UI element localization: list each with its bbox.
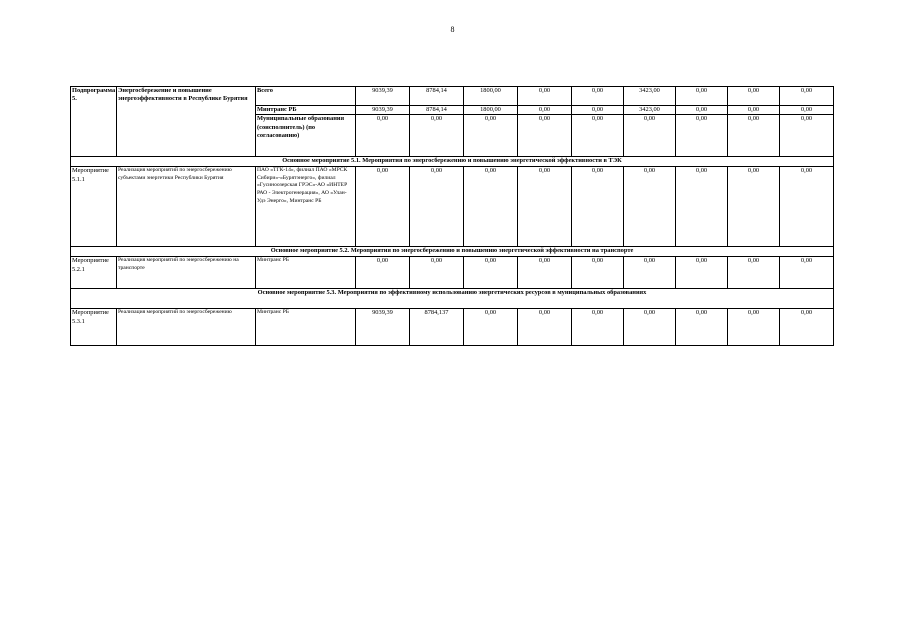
value-cell: 8784,14 bbox=[410, 87, 464, 106]
section-header: Основное мероприятие 5.1. Мероприятия по энергосбережению и повышению энергетической эффективности в ТЭК bbox=[71, 157, 834, 167]
section-header-row bbox=[71, 247, 834, 257]
subprogram-code: Подпрограмма 5. bbox=[71, 87, 117, 157]
value-cell: 0,00 bbox=[464, 167, 518, 247]
page-number: 8 bbox=[450, 25, 455, 34]
section-header-row bbox=[71, 157, 834, 167]
table-row-measure bbox=[71, 167, 834, 247]
value-cell: 0,00 bbox=[518, 115, 572, 157]
measure-title: Реализация мероприятий по энергосбережению субъектами энергетики Республики Бурятия bbox=[117, 167, 256, 247]
value-cell: 0,00 bbox=[572, 87, 624, 106]
value-cell: 0,00 bbox=[780, 309, 834, 346]
value-cell: 0,00 bbox=[464, 309, 518, 346]
value-cell: 1800,00 bbox=[464, 106, 518, 115]
value-cell: 9039,39 bbox=[356, 87, 410, 106]
value-cell: 0,00 bbox=[356, 115, 410, 157]
subprogram-title: Энергосбережение и повышение энергоэффективности в Республике Бурятия bbox=[117, 87, 256, 157]
value-cell: 0,00 bbox=[676, 257, 728, 289]
value-cell: 0,00 bbox=[780, 106, 834, 115]
value-cell: 0,00 bbox=[676, 106, 728, 115]
section-header: Основное мероприятие 5.2. Мероприятия по энергосбережению и повышению энергетической эффективности на транспорте bbox=[71, 247, 834, 257]
value-cell: 0,00 bbox=[676, 87, 728, 106]
value-cell: 3423,00 bbox=[624, 87, 676, 106]
value-cell: 0,00 bbox=[728, 115, 780, 157]
value-cell: 0,00 bbox=[572, 167, 624, 247]
row-label-municipal: Муниципальные образования (соисполнитель) (по согласованию) bbox=[256, 115, 356, 157]
value-cell: 0,00 bbox=[780, 167, 834, 247]
row-label-mintrans: Минтранс РБ bbox=[256, 106, 356, 115]
value-cell: 0,00 bbox=[676, 115, 728, 157]
measure-executor: Минтранс РБ bbox=[256, 309, 356, 346]
section-header-row bbox=[71, 289, 834, 309]
table-row-measure bbox=[71, 257, 834, 289]
measure-title: Реализация мероприятий по энергосбережению bbox=[117, 309, 256, 346]
value-cell: 0,00 bbox=[572, 115, 624, 157]
row-label-total: Всего bbox=[256, 87, 356, 106]
value-cell: 0,00 bbox=[518, 106, 572, 115]
value-cell: 0,00 bbox=[464, 257, 518, 289]
section-header: Основное мероприятие 5.3. Мероприятия по эффективному использованию энергетических ресурсов в муниципальных образованиях bbox=[71, 289, 834, 309]
value-cell: 0,00 bbox=[624, 309, 676, 346]
value-cell: 0,00 bbox=[410, 115, 464, 157]
value-cell: 0,00 bbox=[728, 257, 780, 289]
value-cell: 0,00 bbox=[410, 167, 464, 247]
value-cell: 0,00 bbox=[728, 309, 780, 346]
value-cell: 9039,39 bbox=[356, 106, 410, 115]
value-cell: 0,00 bbox=[518, 167, 572, 247]
measure-title: Реализация мероприятий по энергосбережению на транспорте bbox=[117, 257, 256, 289]
value-cell: 0,00 bbox=[410, 257, 464, 289]
value-cell: 0,00 bbox=[518, 309, 572, 346]
value-cell: 0,00 bbox=[676, 309, 728, 346]
value-cell: 0,00 bbox=[676, 167, 728, 247]
value-cell: 0,00 bbox=[518, 257, 572, 289]
value-cell: 8784,14 bbox=[410, 106, 464, 115]
value-cell: 0,00 bbox=[780, 115, 834, 157]
measure-executor: ПАО «ТГК-14», филиал ПАО «МРСК Сибири»-«Бурятэнерго», филиал «Гусиноозерская ГРЭС»-АО «ИНТЕР РАО - Электрогенерация», АО «Улан-Удэ Энерго», Минтранс РБ bbox=[256, 167, 356, 247]
value-cell: 0,00 bbox=[572, 257, 624, 289]
measure-code: Мероприятие 5.1.1 bbox=[71, 167, 117, 247]
value-cell: 0,00 bbox=[464, 115, 518, 157]
value-cell: 8784,137 bbox=[410, 309, 464, 346]
value-cell: 0,00 bbox=[728, 106, 780, 115]
value-cell: 0,00 bbox=[356, 167, 410, 247]
measure-code: Мероприятие 5.3.1 bbox=[71, 309, 117, 346]
value-cell: 0,00 bbox=[572, 309, 624, 346]
measure-executor: Минтранс РБ bbox=[256, 257, 356, 289]
value-cell: 0,00 bbox=[518, 87, 572, 106]
measure-code: Мероприятие 5.2.1 bbox=[71, 257, 117, 289]
value-cell: 3423,00 bbox=[624, 106, 676, 115]
value-cell: 0,00 bbox=[728, 167, 780, 247]
value-cell: 9039,39 bbox=[356, 309, 410, 346]
value-cell: 0,00 bbox=[572, 106, 624, 115]
budget-table bbox=[70, 86, 834, 346]
value-cell: 0,00 bbox=[624, 167, 676, 247]
value-cell: 0,00 bbox=[728, 87, 780, 106]
value-cell: 0,00 bbox=[624, 115, 676, 157]
value-cell: 0,00 bbox=[780, 87, 834, 106]
value-cell: 0,00 bbox=[624, 257, 676, 289]
value-cell: 1800,00 bbox=[464, 87, 518, 106]
table-row-total bbox=[71, 87, 834, 106]
value-cell: 0,00 bbox=[356, 257, 410, 289]
value-cell: 0,00 bbox=[780, 257, 834, 289]
table-row-measure bbox=[71, 309, 834, 346]
